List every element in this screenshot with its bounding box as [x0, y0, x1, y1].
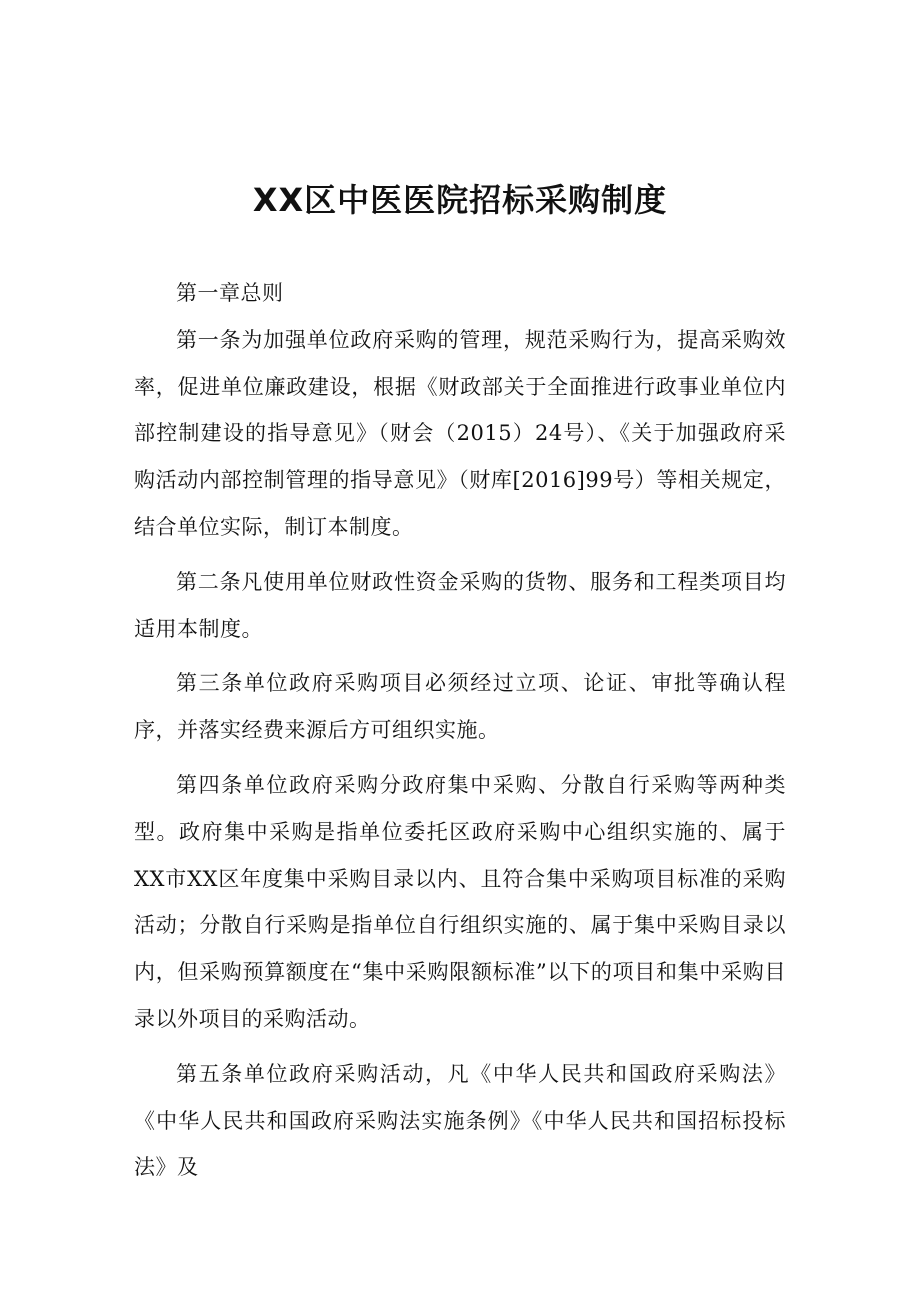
- article-4-paragraph: 第四条单位政府采购分政府集中采购、分散自行采购等两种类型。政府集中采购是指单位委托区政府采购中心组织实施的、属于XX市XX区年度集中采购目录以内、且符合集中采购项目标准的采购活动；分散自行采购是指单位自行组织实施的、属于集中采购目录以内，但采购预算额度在“集中采购限额标准”以下的项目和集中采购目录以外项目的采购活动。: [134, 772, 786, 1031]
- chapter-heading: 第一章总则: [176, 281, 284, 305]
- article-3-paragraph: 第三条单位政府采购项目必须经过立项、论证、审批等确认程序，并落实经费来源后方可组织实施。: [134, 671, 786, 743]
- article-2-paragraph: 第二条凡使用单位财政性资金采购的货物、服务和工程类项目均适用本制度。: [134, 569, 786, 641]
- document-title: XX区中医医院招标采购制度: [252, 181, 668, 219]
- article-1-paragraph: 第一条为加强单位政府采购的管理，规范采购行为，提高采购效率，促进单位廉政建设，根据《财政部关于全面推进行政事业单位内部控制建设的指导意见》（财会（2015）24号）、《关于加强政府采购活动内部控制管理的指导意见》（财库[2016]99号）等相关规定，结合单位实际，制订本制度。: [134, 327, 786, 539]
- article-5-paragraph: 第五条单位政府采购活动，凡《中华人民共和国政府采购法》《中华人民共和国政府采购法实施条例》《中华人民共和国招标投标法》及: [134, 1061, 786, 1180]
- document-body: [134, 270, 786, 1199]
